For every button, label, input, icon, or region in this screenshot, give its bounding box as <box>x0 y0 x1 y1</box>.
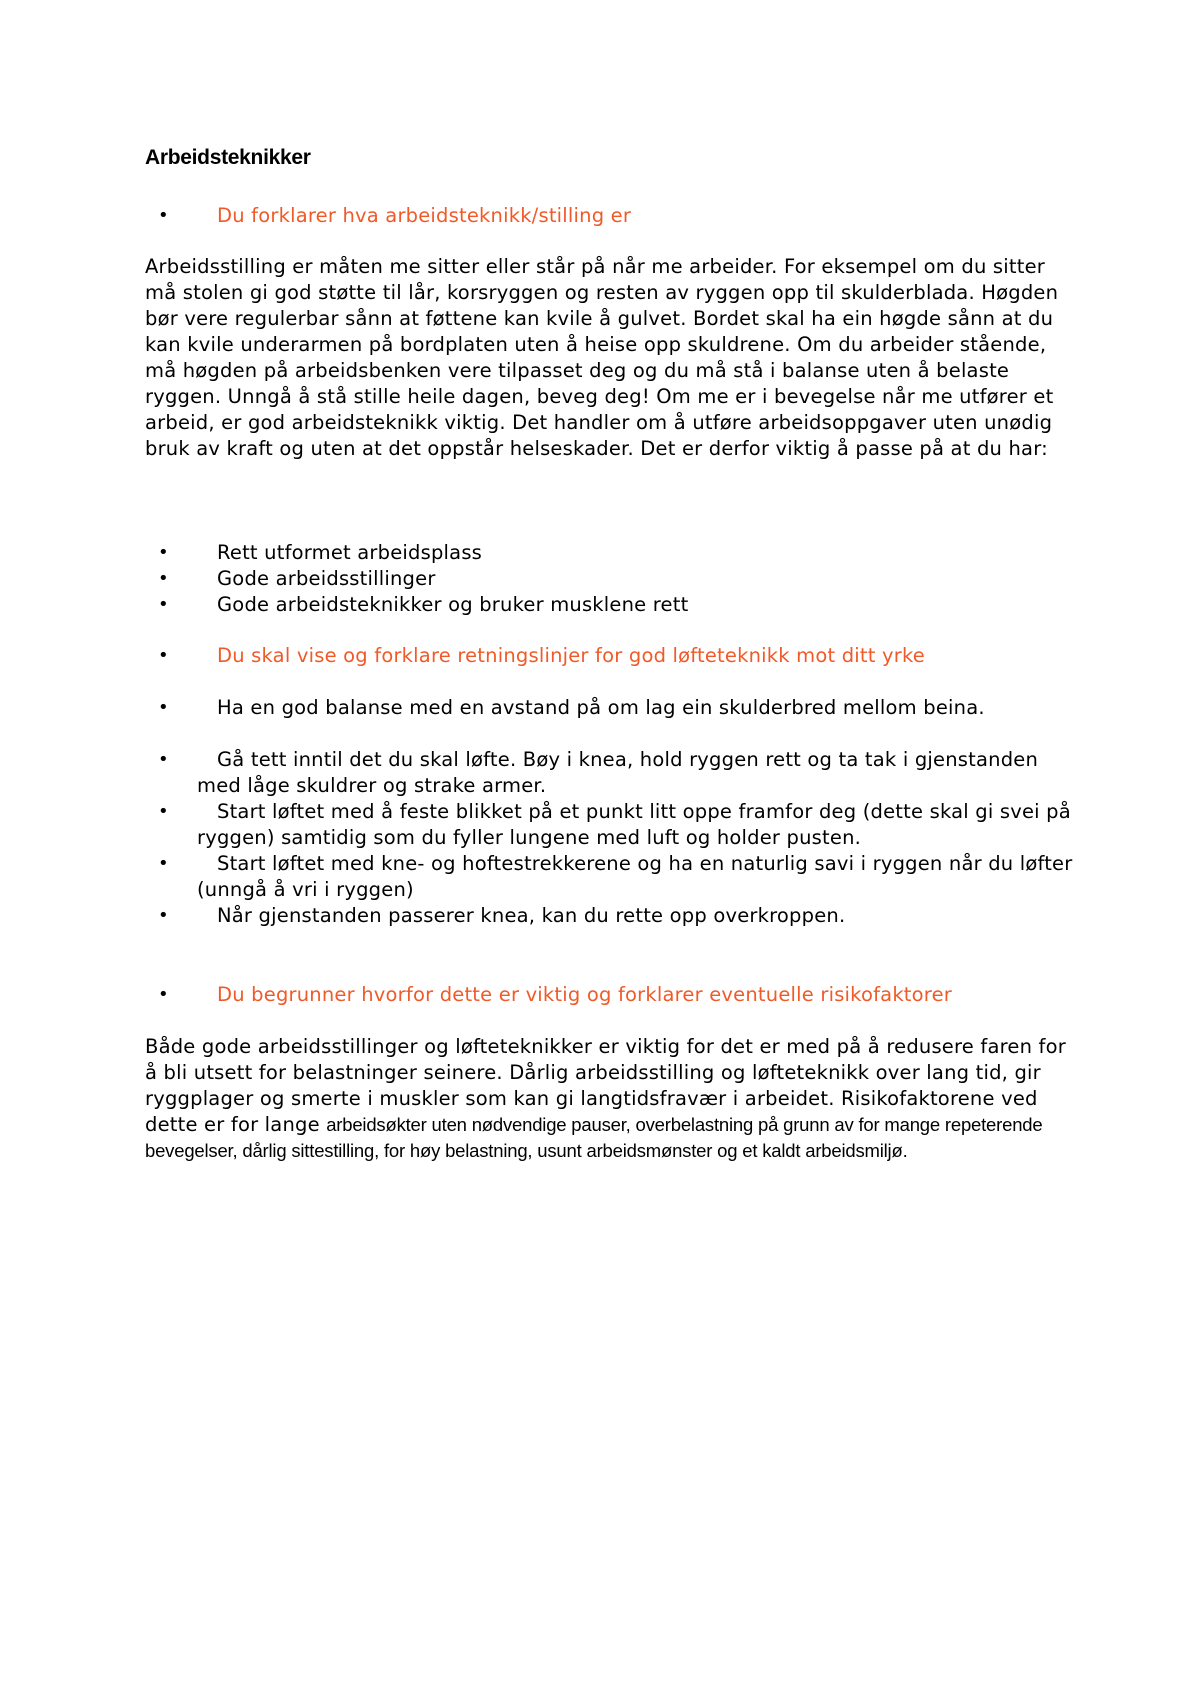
document-heading: Arbeidsteknikker <box>145 146 311 169</box>
bullet-icon: • <box>158 905 169 926</box>
list-item: Ha en god balanse med en avstand på om lag ein skulderbred mellom beina. <box>217 696 985 719</box>
list-item: Rett utformet arbeidsplass <box>217 541 483 564</box>
bullet-icon: • <box>158 542 169 563</box>
list-item: Gå tett inntil det du skal løfte. Bøy i knea, hold ryggen rett og ta tak i gjenstanden med låge skuldrer og strake armer. <box>197 748 1039 797</box>
bullet-icon: • <box>158 697 169 718</box>
list-item: Gode arbeidsteknikker og bruker musklene rett <box>217 593 689 616</box>
section3-prompt: Du begrunner hvorfor dette er viktig og forklarer eventuelle risikofaktorer <box>217 983 952 1006</box>
bullet-icon: • <box>158 205 169 226</box>
bullet-icon: • <box>158 749 169 770</box>
bullet-icon: • <box>158 801 169 822</box>
section2-prompt: Du skal vise og forklare retningslinjer for god løfteteknikk mot ditt yrke <box>217 644 925 667</box>
section3-paragraph <box>145 1034 1075 1164</box>
section3-paragraph-main: Både gode arbeidsstillinger og løfteteknikker er viktig for det er med på å redusere faren for å bli utsett for belastninger seinere. Dårlig arbeidsstilling og løfteteknikk over lang tid, gir ryggplager og smerte i muskler som kan gi langtidsfravær i arbeidet. Risikofaktorene ved dette er for lange <box>145 1035 1066 1136</box>
bullet-icon: • <box>158 645 169 666</box>
list-item: Start løftet med kne- og hoftestrekkerene og ha en naturlig savi i ryggen når du løfter (unngå å vri i ryggen) <box>197 852 1073 901</box>
bullet-icon: • <box>158 594 169 615</box>
list-item: Gode arbeidsstillinger <box>217 567 436 590</box>
list-item: Når gjenstanden passerer knea, kan du rette opp overkroppen. <box>217 904 846 927</box>
bullet-icon: • <box>158 853 169 874</box>
bullet-icon: • <box>158 568 169 589</box>
section1-paragraph: Arbeidsstilling er måten me sitter eller står på når me arbeider. For eksempel om du sitter må stolen gi god støtte til lår, korsryggen og resten av ryggen opp til skulderblada. Høgden bør vere regulerbar sånn at føttene kan kvile å gulvet. Bordet skal ha ein høgde sånn at du kan kvile underarmen på bordplaten uten å heise opp skuldrene. Om du arbeider stående, må høgden på arbeidsbenken vere tilpasset deg og du må stå i balanse uten å belaste ryggen. Unngå å stå stille heile dagen, beveg deg! Om me er i bevegelse når me utfører et arbeid, er god arbeidsteknikk viktig. Det handler om å utføre arbeidsoppgaver uten unødig bruk av kraft og uten at det oppstår helseskader. Det er derfor viktig å passe på at du har: <box>145 255 1059 460</box>
bullet-icon: • <box>158 984 169 1005</box>
section1-prompt: Du forklarer hva arbeidsteknikk/stilling er <box>217 204 632 227</box>
section3-paragraph-tail: arbeidsøkter uten nødvendige pauser, overbelastning på grunn av for mange repeterende bevegelser, dårlig sittestilling, for høy belastning, usunt arbeidsmønster og et kaldt arbeidsmiljø. <box>145 1114 1043 1161</box>
list-item: Start løftet med å feste blikket på et punkt litt oppe framfor deg (dette skal gi svei på ryggen) samtidig som du fyller lungene med luft og holder pusten. <box>197 800 1071 849</box>
